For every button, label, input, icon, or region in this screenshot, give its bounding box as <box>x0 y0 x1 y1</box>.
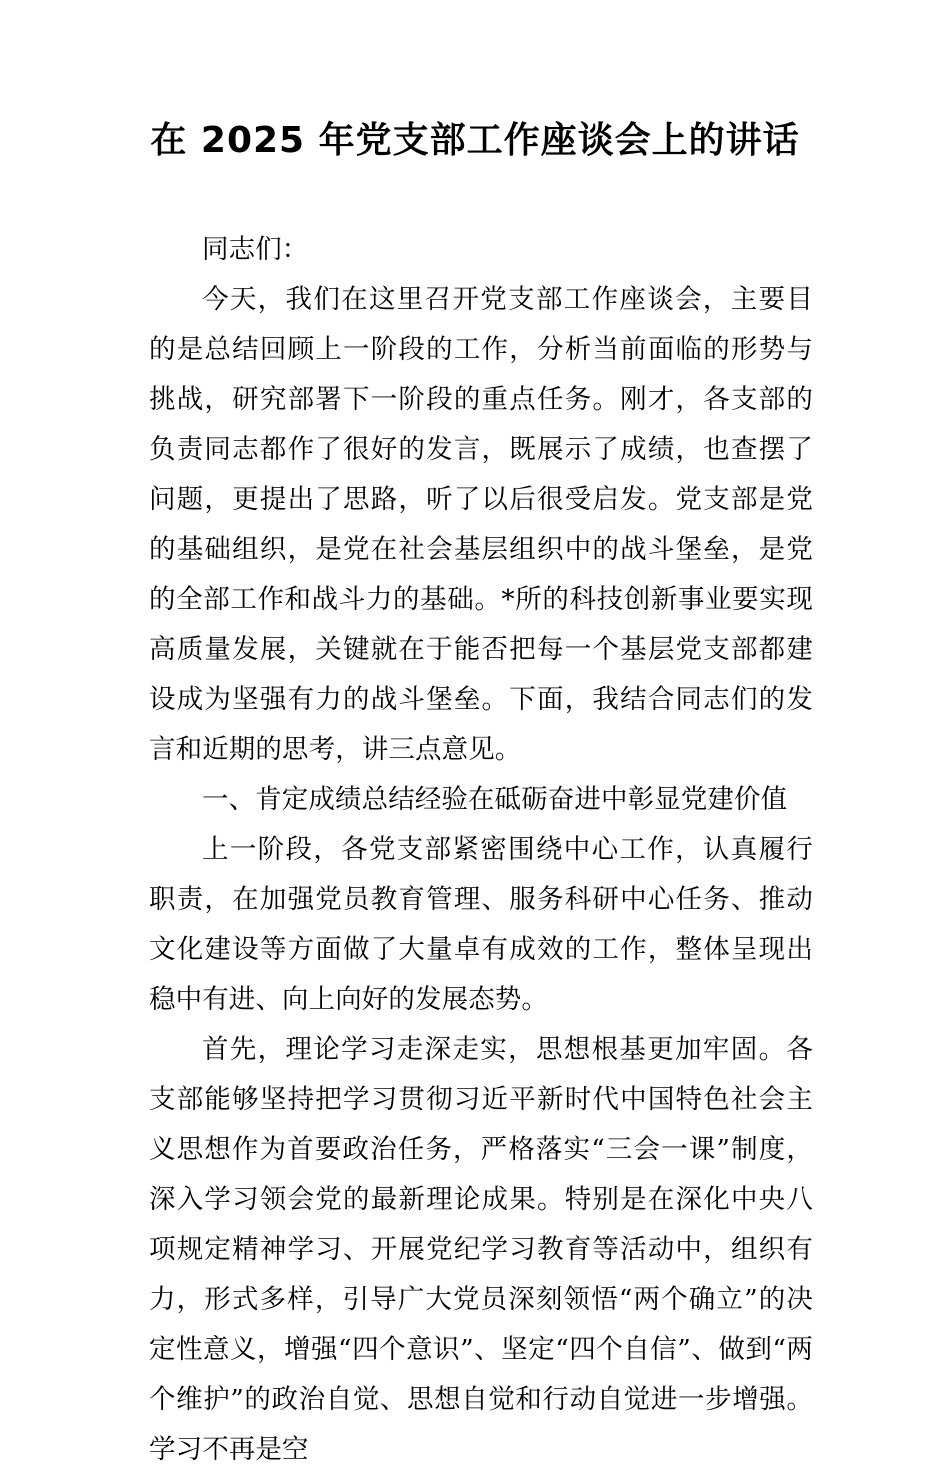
paragraph-opening: 今天，我们在这里召开党支部工作座谈会，主要目的是总结回顾上一阶段的工作，分析当前面临的形势与挑战，研究部署下一阶段的重点任务。刚才，各支部的负责同志都作了很好的发言，既展示了成绩，也查摆了问题，更提出了思路，听了以后很受启发。党支部是党的基础组织，是党在社会基层组织中的战斗堡垒，是党的全部工作和战斗力的基础。*所的科技创新事业要实现高质量发展，关键就在于能否把每一个基层党支部都建设成为坚强有力的战斗堡垒。下面，我结合同志们的发言和近期的思考，讲三点意见。 <box>149 284 813 765</box>
paragraph-theory-study: 首先，理论学习走深走实，思想根基更加牢固。各支部能够坚持把学习贯彻习近平新时代中国特色社会主义思想作为首要政治任务，严格落实“三会一课”制度，深入学习领会党的最新理论成果。特别是在深化中央八项规定精神学习、开展党纪学习教育等活动中，组织有力，形式多样，引导广大党员深刻领悟“两个确立”的决定性意义，增强“四个意识”、坚定“四个自信”、做到“两个维护”的政治自觉、思想自觉和行动自觉进一步增强。学习不再是空 <box>149 1034 813 1465</box>
section-heading-one: 一、肯定成绩总结经验在砥砺奋进中彰显党建价值 <box>202 784 788 815</box>
salutation: 同志们： <box>202 234 309 265</box>
document-body <box>149 225 813 1475</box>
page-title: 在 2025 年党支部工作座谈会上的讲话 <box>150 120 800 161</box>
paragraph-achievements: 上一阶段，各党支部紧密围绕中心工作，认真履行职责，在加强党员教育管理、服务科研中心任务、推动文化建设等方面做了大量卓有成效的工作，整体呈现出稳中有进、向上向好的发展态势。 <box>149 834 813 1015</box>
